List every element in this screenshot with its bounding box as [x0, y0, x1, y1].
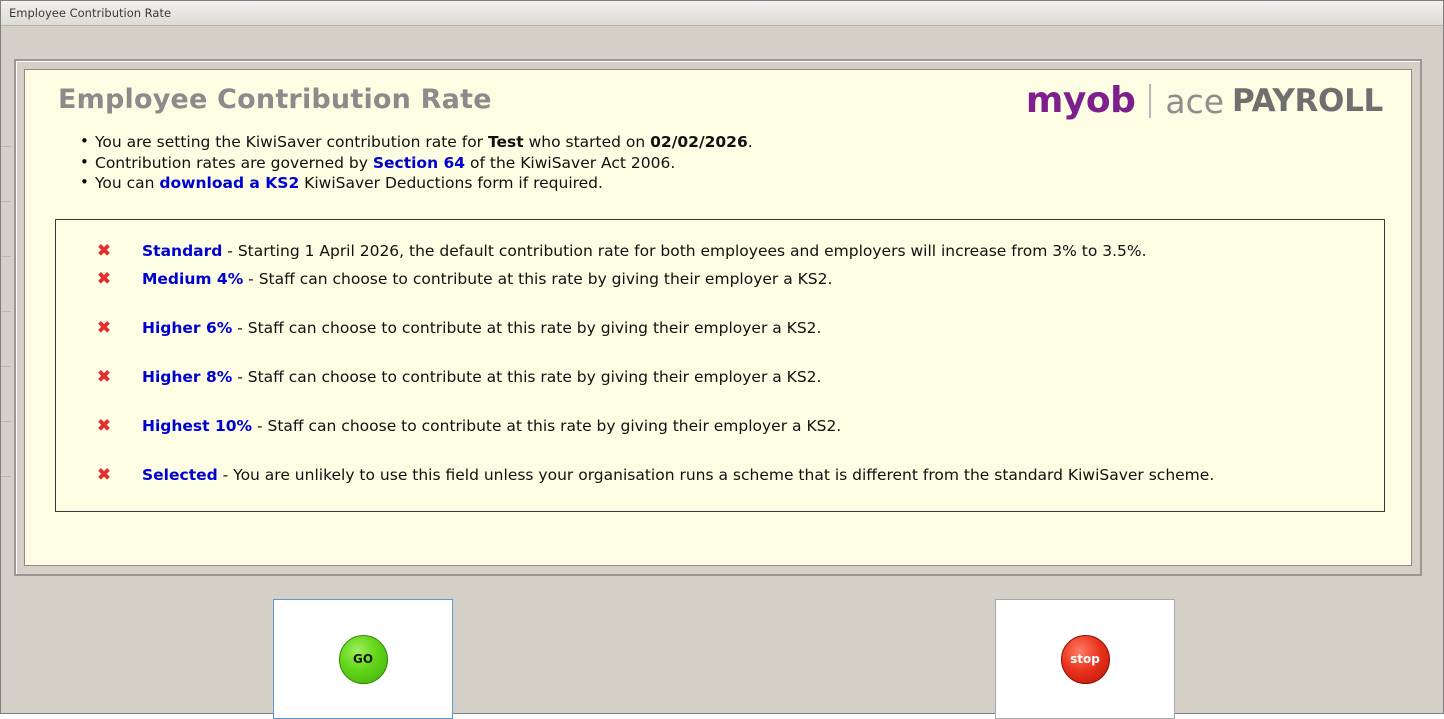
- option-description: - You are unlikely to use this field unless your organisation runs a scheme that is different from the standard KiwiSaver scheme.: [217, 466, 1215, 484]
- option-name-higher-6[interactable]: Higher 6%: [142, 319, 233, 337]
- option-row-selected[interactable]: [56, 466, 1384, 515]
- panel-header: [25, 70, 1411, 132]
- bullet-text: Contribution rates are governed by: [95, 153, 373, 172]
- option-row-medium-4[interactable]: [56, 270, 1384, 319]
- download-ks2-link[interactable]: download a KS2: [159, 174, 300, 192]
- bullet-text: You are setting the KiwiSaver contribution rate for: [95, 133, 488, 151]
- bullet-text: You can: [95, 174, 160, 192]
- option-label: [142, 242, 1147, 261]
- contribution-rate-options: [55, 219, 1385, 512]
- main-panel-inner: [24, 69, 1412, 566]
- employee-name: Test: [487, 133, 524, 151]
- go-button[interactable]: [273, 599, 453, 719]
- option-name-standard[interactable]: Standard: [142, 242, 223, 260]
- red-x-icon[interactable]: ✖: [96, 241, 112, 261]
- option-name-higher-8[interactable]: Higher 8%: [142, 368, 233, 386]
- option-name-medium-4[interactable]: Medium 4%: [142, 270, 244, 288]
- red-x-icon[interactable]: ✖: [96, 318, 112, 338]
- myob-ace-payroll-logo: [1026, 78, 1383, 124]
- option-description: - Staff can choose to contribute at this rate by giving their employer a KS2.: [232, 368, 822, 386]
- red-x-icon[interactable]: ✖: [96, 367, 112, 387]
- list-item: [95, 132, 1411, 153]
- bullet-text: of the KiwiSaver Act 2006.: [465, 153, 676, 172]
- option-row-highest-10[interactable]: [56, 417, 1384, 466]
- red-x-icon[interactable]: ✖: [96, 269, 112, 289]
- bullet-text: .: [747, 133, 753, 151]
- window-title: Employee Contribution Rate: [9, 6, 172, 20]
- option-description: - Staff can choose to contribute at this rate by giving their employer a KS2.: [243, 270, 833, 288]
- option-name-selected[interactable]: Selected: [142, 466, 218, 484]
- option-description: - Staff can choose to contribute at this rate by giving their employer a KS2.: [232, 319, 822, 337]
- red-x-icon[interactable]: ✖: [96, 465, 112, 485]
- go-icon[interactable]: GO: [339, 635, 388, 684]
- option-label: [142, 368, 821, 387]
- page-title: Employee Contribution Rate: [58, 84, 492, 115]
- option-label: [142, 319, 821, 338]
- option-description: - Staff can choose to contribute at this rate by giving their employer a KS2.: [252, 417, 842, 435]
- bullet-text: who started on: [523, 133, 651, 151]
- stop-icon[interactable]: stop: [1061, 635, 1110, 684]
- payroll-wordmark: PAYROLL: [1232, 82, 1383, 119]
- intro-bullet-list: [25, 132, 1411, 194]
- myob-wordmark: myob: [1025, 80, 1136, 121]
- bullet-text: KiwiSaver Deductions form if required.: [299, 174, 603, 192]
- option-description: - Starting 1 April 2026, the default contribution rate for both employees and employers will increase from 3% to 3.5%.: [222, 242, 1147, 260]
- red-x-icon[interactable]: ✖: [96, 416, 112, 436]
- background-window-edge: [1, 26, 11, 713]
- list-item: [95, 173, 1411, 194]
- option-label: [142, 417, 841, 436]
- list-item: [95, 153, 1411, 174]
- option-row-higher-6[interactable]: [56, 319, 1384, 368]
- section-64-link[interactable]: Section 64: [372, 153, 466, 172]
- option-row-higher-8[interactable]: [56, 368, 1384, 417]
- main-panel: [14, 59, 1422, 576]
- option-name-highest-10[interactable]: Highest 10%: [142, 417, 253, 435]
- stop-button[interactable]: [995, 599, 1175, 719]
- option-row-standard[interactable]: [56, 220, 1384, 270]
- window-titlebar: [1, 1, 1443, 26]
- logo-divider: [1149, 84, 1151, 118]
- option-label: [142, 466, 1214, 485]
- window-client-area: [1, 26, 1443, 713]
- ace-wordmark: ace: [1165, 81, 1225, 121]
- option-label: [142, 270, 832, 289]
- start-date: 02/02/2026: [650, 133, 748, 151]
